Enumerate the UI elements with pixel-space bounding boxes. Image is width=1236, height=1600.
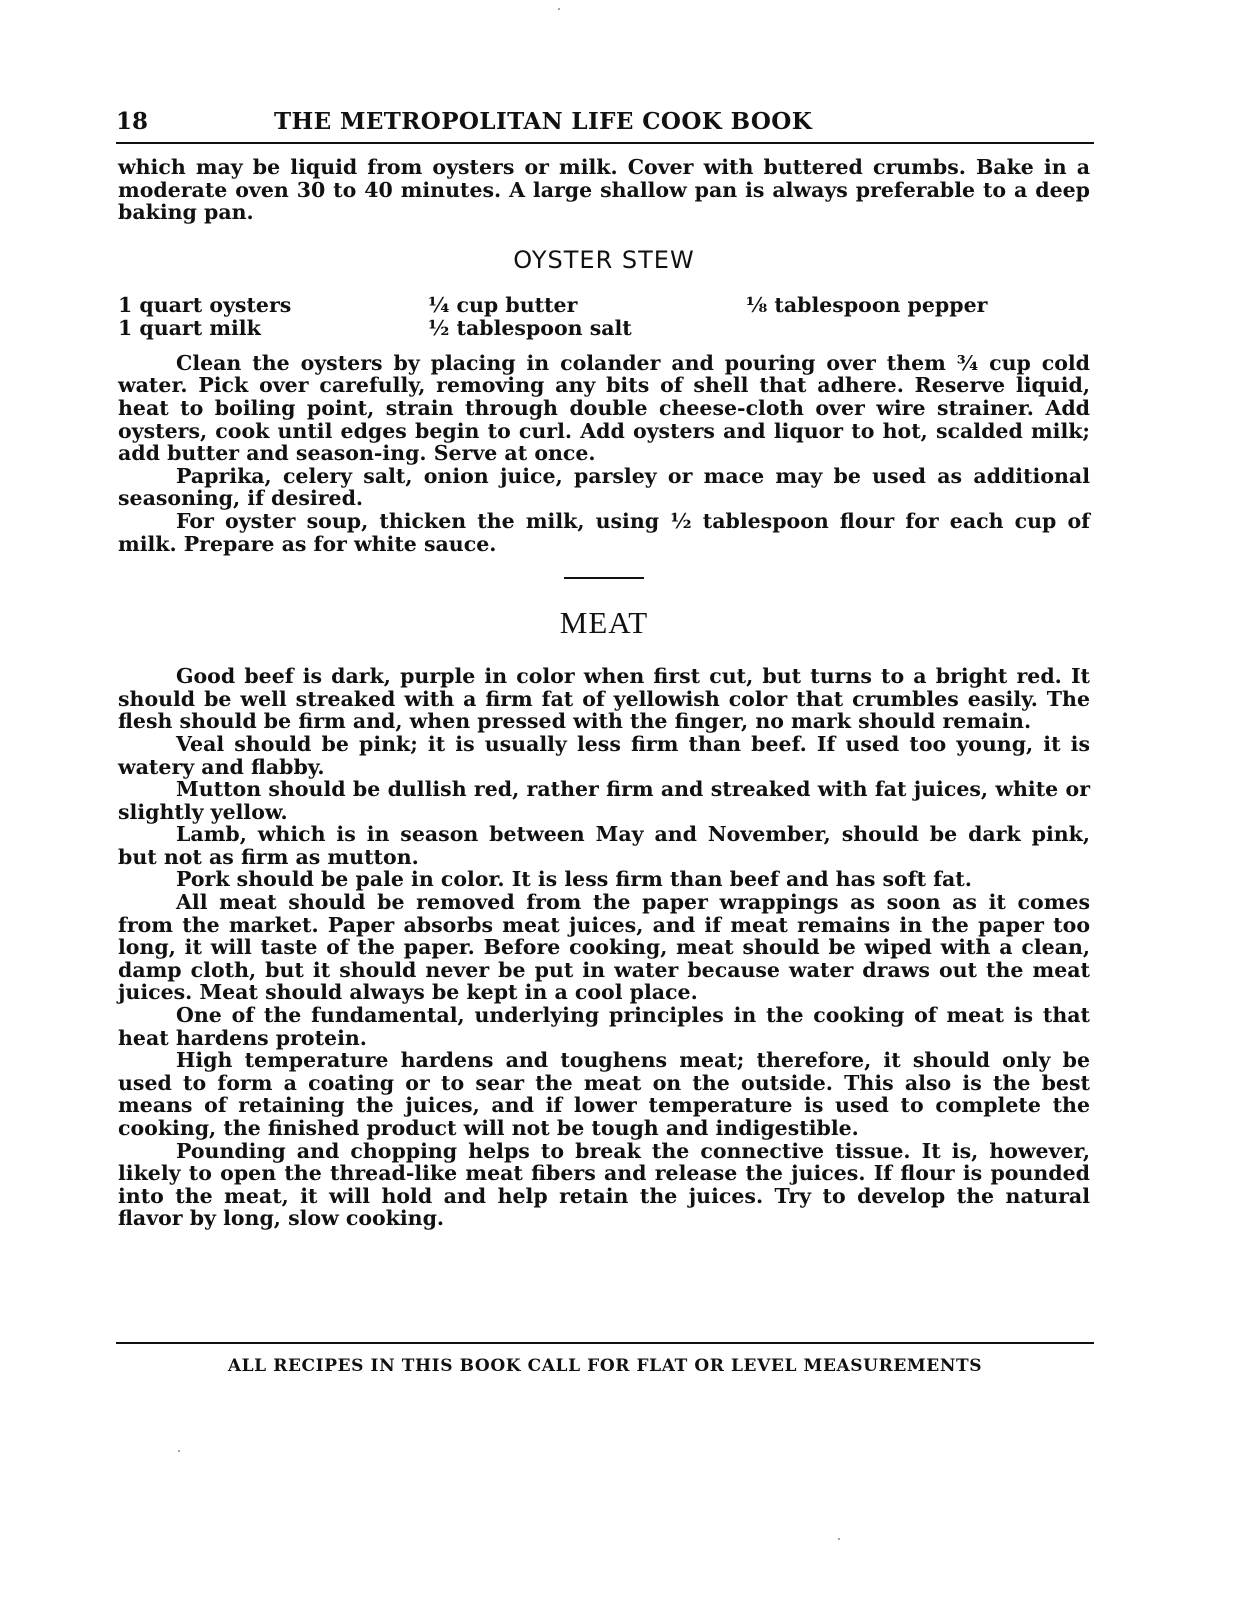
page-header bbox=[116, 108, 1094, 144]
ingredient-list bbox=[118, 294, 1090, 340]
paragraph: Paprika, celery salt, onion juice, parsley or mace may be used as additional seasoning, if desired. bbox=[118, 463, 1090, 511]
ingredient-item: 1 quart milk bbox=[118, 315, 261, 340]
paragraph: Good beef is dark, purple in color when first cut, but turns to a bright red. It should be well streaked with a firm fat of yellowish color that crumbles easily. The flesh should be firm and, when pressed with the finger, no mark should remain. bbox=[118, 664, 1090, 734]
ingredient-item: ¼ cup butter bbox=[428, 292, 578, 317]
scan-speck bbox=[558, 8, 560, 10]
paragraph: Lamb, which is in season between May and November, should be dark pink, but not as firm as mutton. bbox=[118, 822, 1090, 869]
paragraph: Veal should be pink; it is usually less firm than beef. If used too young, it is watery and flabby. bbox=[118, 731, 1090, 779]
footer-rule bbox=[116, 1342, 1094, 1344]
ingredient-item: ½ tablespoon salt bbox=[428, 315, 632, 340]
page-content bbox=[118, 156, 1090, 1230]
meat-heading: MEAT bbox=[559, 605, 649, 641]
ingredient-item: 1 quart oysters bbox=[118, 292, 292, 317]
footer-note: ALL RECIPES IN THIS BOOK CALL FOR FLAT OR LEVEL MEASUREMENTS bbox=[227, 1356, 983, 1376]
ingredient-column bbox=[746, 294, 1090, 340]
paragraph: For oyster soup, thicken the milk, using ½ tablespoon flour for each cup of milk. Prepare as for white sauce. bbox=[118, 508, 1090, 556]
paragraph: High temperature hardens and toughens meat; therefore, it should only be used to form a coating or to sear the meat on the outside. This also is the best means of retaining the juices, and if lower temperature is used to complete the cooking, the finished product will not be tough and indigestible. bbox=[118, 1048, 1090, 1140]
paragraph: Clean the oysters by placing in colander and pouring over them ¾ cup cold water. Pick over carefully, removing any bits of shell that adhere. Reserve liquid, heat to boiling point, strain through double cheese-cloth over wire strainer. Add oysters, cook until edges begin to curl. Add oysters and liquor to hot, scalded milk; add butter and season-ing. Serve at once. bbox=[118, 350, 1090, 466]
ingredient-item: ⅛ tablespoon pepper bbox=[746, 292, 988, 317]
paragraph: Pounding and chopping helps to break the connective tissue. It is, however, likely to open the thread-like meat fibers and release the juices. If flour is pounded into the meat, it will hold and help retain the juices. Try to develop the natural flavor by long, slow cooking. bbox=[118, 1138, 1090, 1231]
paragraph: Pork should be pale in color. It is less firm than beef and has soft fat. bbox=[176, 867, 972, 892]
scan-speck bbox=[838, 1538, 840, 1540]
paragraph: Mutton should be dullish red, rather firm and streaked with fat juices, white or slightly yellow. bbox=[118, 777, 1090, 824]
meat-section bbox=[118, 605, 1090, 1230]
scan-speck bbox=[178, 1450, 180, 1452]
page-number: 18 bbox=[116, 108, 149, 135]
section-divider bbox=[564, 577, 644, 579]
oyster-stew-heading: OYSTER STEW bbox=[513, 245, 695, 274]
paragraph: One of the fundamental, underlying principles in the cooking of meat is that heat hardens protein. bbox=[118, 1003, 1090, 1050]
oyster-stew-section bbox=[118, 246, 1090, 555]
ingredient-column bbox=[118, 294, 428, 340]
paragraph: All meat should be removed from the paper wrappings as soon as it comes from the market. Paper absorbs meat juices, and if meat remains in the paper too long, it will taste of the paper. Before cooking, meat should be wiped with a clean, damp cloth, but it should never be put in water because water draws out the meat juices. Meat should always be kept in a cool place. bbox=[118, 890, 1090, 1005]
running-title: THE METROPOLITAN LIFE COOK BOOK bbox=[274, 108, 813, 135]
ingredient-column bbox=[428, 294, 746, 340]
intro-continuation: which may be liquid from oysters or milk. Cover with buttered crumbs. Bake in a moderate oven 30 to 40 minutes. A large shallow pan is always preferable to a deep baking pan. bbox=[118, 155, 1090, 225]
